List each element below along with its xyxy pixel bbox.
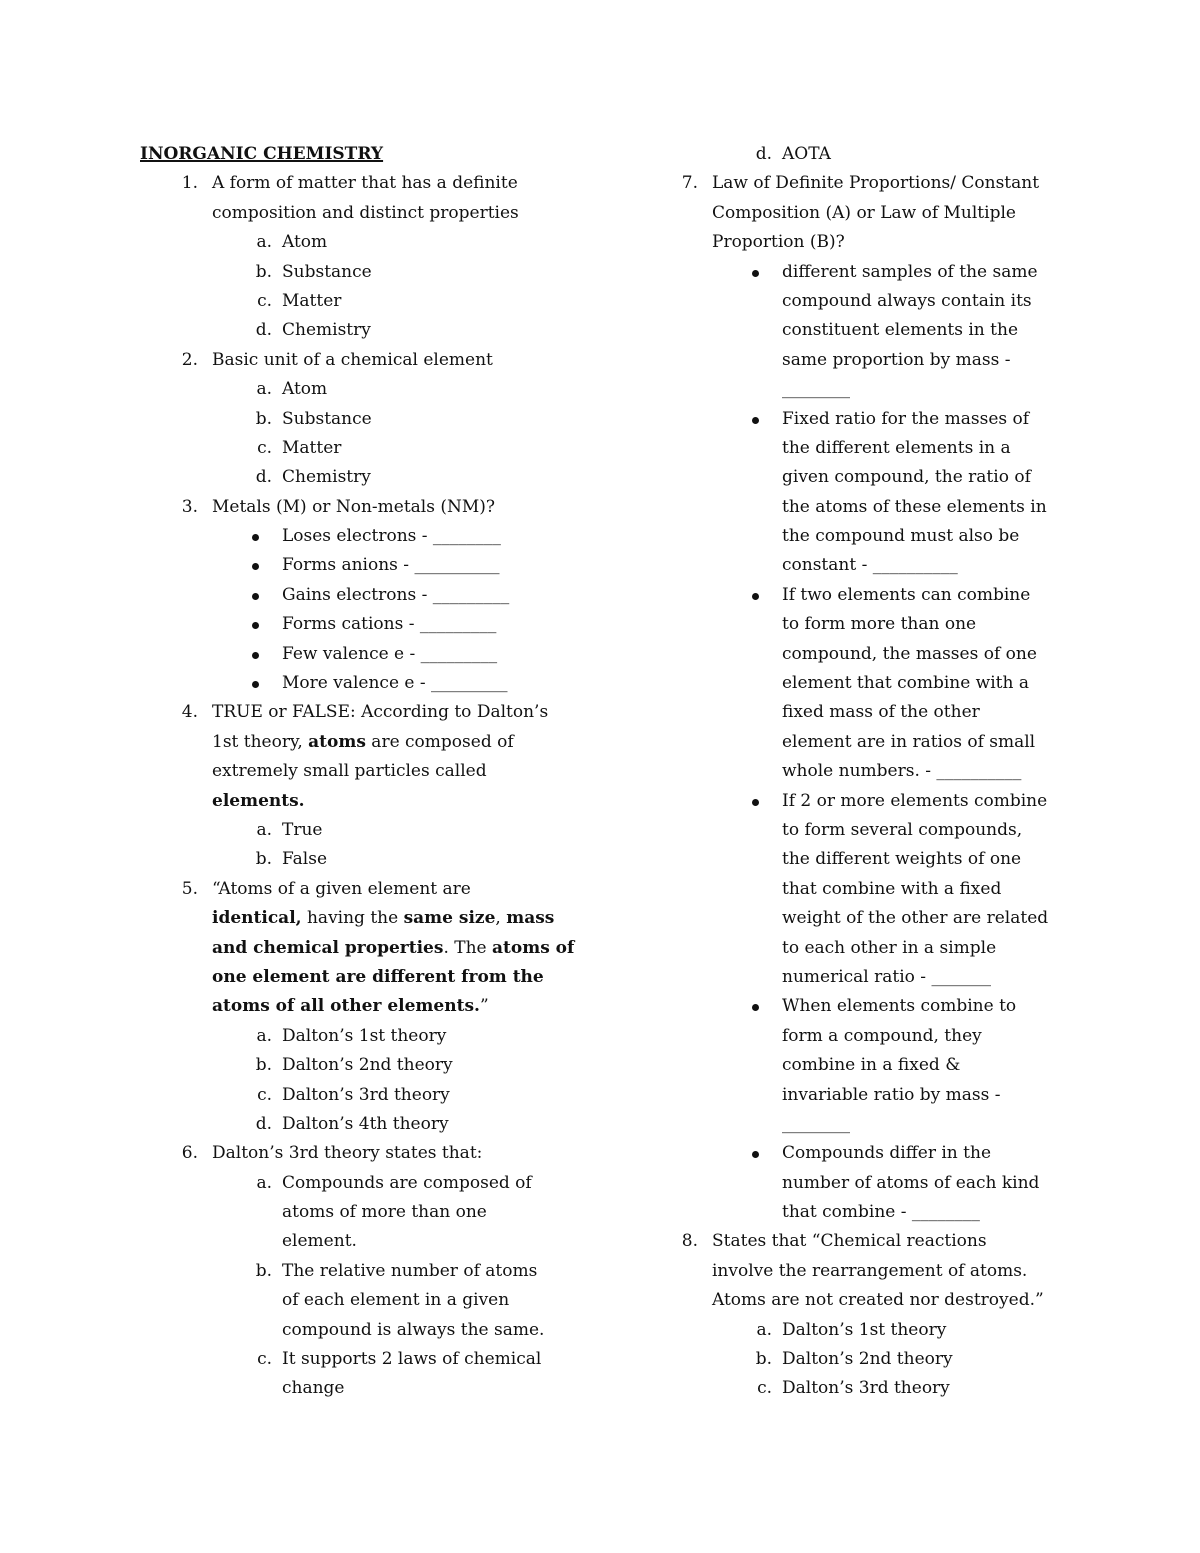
bullet-icon: [252, 563, 259, 570]
question-text: Atoms are not created nor destroyed.”: [712, 1290, 1044, 1311]
option-text: Chemistry: [282, 320, 371, 341]
bullet-text: Forms cations - _________: [282, 614, 497, 635]
question-8: [640, 1227, 1080, 1403]
option-marker: a.: [256, 819, 272, 840]
bullet-text: compound always contain its: [782, 290, 1032, 311]
option-c: [140, 434, 580, 463]
question-text: Metals (M) or Non-metals (NM)?: [212, 496, 496, 517]
option-marker: d.: [255, 320, 272, 341]
bullet-item: [640, 581, 1080, 787]
option-text: Dalton’s 4th theory: [282, 1113, 449, 1134]
bullet-text: whole numbers. - __________: [782, 761, 1022, 782]
bullet-item: [640, 258, 1080, 405]
option-marker: c.: [257, 437, 272, 458]
bullet-text: the atoms of these elements in: [782, 496, 1047, 517]
bullet-item: [640, 787, 1080, 993]
option-marker: d.: [255, 467, 272, 488]
option-b: [140, 1051, 580, 1080]
question-text: extremely small particles called: [212, 761, 487, 782]
left-column: [140, 140, 580, 1404]
bullet-text: to form more than one: [782, 614, 977, 635]
option-a: [140, 375, 580, 404]
page-heading-line: [140, 140, 580, 169]
emphasis-text: and chemical properties: [212, 937, 444, 958]
emphasis-text: same size: [403, 908, 496, 929]
option-text: Substance: [282, 261, 372, 282]
option-marker: a.: [756, 1319, 772, 1340]
option-b: [140, 1257, 580, 1286]
option-marker: b.: [255, 849, 272, 870]
option-text: AOTA: [782, 144, 831, 164]
text-run: are composed of: [365, 731, 514, 752]
question-text: Composition (A) or Law of Multiple: [712, 202, 1016, 223]
question-text: involve the rearrangement of atoms.: [712, 1260, 1028, 1281]
question-text: “Atoms of a given element are: [212, 878, 471, 899]
bullet-text: constant - __________: [782, 555, 958, 576]
bullet-text: number of atoms of each kind: [782, 1172, 1040, 1193]
bullet-text: that combine - ________: [782, 1202, 980, 1223]
bullet-text: form a compound, they: [782, 1025, 982, 1046]
bullet-text: the different weights of one: [782, 849, 1022, 870]
bullet-item: [140, 669, 580, 698]
emphasis-text: atoms: [308, 731, 366, 752]
answer-blank: ________: [782, 379, 850, 400]
question-4: [140, 698, 580, 874]
option-text: compound is always the same.: [282, 1319, 545, 1340]
bullet-item: [140, 640, 580, 669]
page-heading: INORGANIC CHEMISTRY: [140, 144, 384, 164]
bullet-text: the compound must also be: [782, 526, 1020, 547]
option-c: [640, 1374, 1080, 1403]
option-c: [140, 1081, 580, 1110]
bullet-text: to each other in a simple: [782, 937, 997, 958]
option-d: [140, 463, 580, 492]
bullet-item: [640, 992, 1080, 1139]
option-d: [640, 140, 1080, 169]
text-run: ,: [495, 908, 507, 929]
question-number: 7.: [681, 173, 698, 194]
option-text: Dalton’s 3rd theory: [782, 1378, 950, 1399]
emphasis-text: identical,: [212, 908, 302, 929]
bullet-text: element are in ratios of small: [782, 731, 1036, 752]
question-2: [140, 346, 580, 493]
bullet-icon: [252, 681, 259, 688]
bullet-text: Fixed ratio for the masses of: [782, 408, 1030, 429]
bullet-icon: [752, 1004, 759, 1011]
question-text: [212, 904, 554, 933]
bullet-text: Compounds differ in the: [782, 1143, 992, 1164]
text-run: 1st theory,: [212, 731, 309, 752]
option-text: Dalton’s 2nd theory: [282, 1055, 453, 1076]
bullet-icon: [252, 534, 259, 541]
option-c: [140, 1345, 580, 1374]
bullet-item: [140, 551, 580, 580]
option-text: Matter: [282, 290, 342, 311]
option-text: The relative number of atoms: [282, 1260, 538, 1281]
question-7: [640, 169, 1080, 1227]
bullet-item: [640, 405, 1080, 581]
question-1: [140, 169, 580, 345]
bullet-text: Gains electrons - _________: [282, 584, 510, 605]
option-text: change: [282, 1378, 345, 1399]
bullet-icon: [752, 593, 759, 600]
bullet-text: Forms anions - __________: [282, 555, 500, 576]
question-text: composition and distinct properties: [212, 202, 519, 223]
option-a: [640, 1316, 1080, 1345]
option-text: Dalton’s 1st theory: [282, 1025, 447, 1046]
emphasis-text: atoms of: [492, 937, 575, 958]
option-b: [640, 1345, 1080, 1374]
bullet-item: [140, 522, 580, 551]
bullet-text: numerical ratio - _______: [782, 966, 991, 987]
option-marker: c.: [257, 290, 272, 311]
option-text: Substance: [282, 408, 372, 429]
option-text: Chemistry: [282, 467, 371, 488]
option-text: Atom: [282, 379, 328, 400]
bullet-text: constituent elements in the: [782, 320, 1018, 341]
option-marker: b.: [255, 1055, 272, 1076]
option-b: [140, 845, 580, 874]
option-marker: a.: [256, 232, 272, 253]
option-text: Dalton’s 2nd theory: [782, 1349, 953, 1370]
question-3: [140, 493, 580, 699]
bullet-icon: [252, 593, 259, 600]
option-marker: c.: [257, 1084, 272, 1105]
question-6: [140, 1139, 580, 1404]
bullet-icon: [752, 799, 759, 806]
option-b: [140, 258, 580, 287]
question-text: Basic unit of a chemical element: [212, 349, 493, 370]
question-number: 2.: [181, 349, 198, 370]
option-c: [140, 287, 580, 316]
emphasis-text: mass: [506, 908, 555, 929]
text-run: . The: [443, 937, 492, 958]
option-text: Matter: [282, 437, 342, 458]
option-marker: b.: [255, 408, 272, 429]
option-marker: b.: [255, 261, 272, 282]
option-d: [140, 1110, 580, 1139]
bullet-text: If 2 or more elements combine: [782, 790, 1048, 811]
bullet-text: to form several compounds,: [782, 819, 1023, 840]
bullet-text: given compound, the ratio of: [782, 467, 1031, 488]
question-number: 1.: [181, 173, 198, 194]
question-text: States that “Chemical reactions: [712, 1231, 987, 1252]
question-number: 4.: [181, 702, 198, 723]
question-number: 6.: [181, 1143, 198, 1164]
bullet-item: [140, 581, 580, 610]
option-a: [140, 1022, 580, 1051]
bullet-text: fixed mass of the other: [782, 702, 980, 723]
option-marker: c.: [757, 1378, 772, 1399]
option-marker: b.: [255, 1260, 272, 1281]
emphasis-text: elements.: [212, 790, 305, 811]
option-marker: a.: [256, 379, 272, 400]
question-text: Dalton’s 3rd theory states that:: [212, 1143, 483, 1164]
question-number: 3.: [181, 496, 198, 517]
bullet-text: If two elements can combine: [782, 584, 1031, 605]
bullet-text: invariable ratio by mass -: [782, 1084, 1001, 1105]
emphasis-text: one element are different from the: [212, 966, 544, 987]
bullet-item: [640, 1139, 1080, 1227]
option-d: [140, 316, 580, 345]
option-marker: d.: [755, 144, 772, 164]
bullet-icon: [752, 1151, 759, 1158]
text-run: ”: [479, 996, 489, 1017]
question-text: A form of matter that has a definite: [212, 173, 518, 194]
answer-blank: ________: [782, 1113, 850, 1134]
option-marker: d.: [255, 1113, 272, 1134]
option-marker: b.: [755, 1349, 772, 1370]
option-b: [140, 405, 580, 434]
option-marker: c.: [257, 1349, 272, 1370]
option-text: of each element in a given: [282, 1290, 510, 1311]
right-column: [640, 140, 1080, 1404]
option-text: atoms of more than one: [282, 1202, 487, 1223]
question-text: [212, 992, 489, 1021]
question-number: 5.: [181, 878, 198, 899]
question-5: [140, 875, 580, 1140]
option-marker: a.: [256, 1172, 272, 1193]
option-text: True: [282, 819, 323, 840]
option-text: Compounds are composed of: [282, 1172, 532, 1193]
option-text: Dalton’s 1st theory: [782, 1319, 947, 1340]
bullet-text: Few valence e - _________: [282, 643, 498, 664]
question-text: TRUE or FALSE: According to Dalton’s: [212, 702, 549, 723]
question-text: [212, 934, 574, 963]
bullet-text: same proportion by mass -: [782, 349, 1011, 370]
bullet-text: different samples of the same: [782, 261, 1038, 282]
question-number: 8.: [681, 1231, 698, 1252]
bullet-icon: [752, 270, 759, 277]
text-run: having the: [301, 908, 404, 929]
question-text: Proportion (B)?: [712, 232, 845, 253]
option-text: Dalton’s 3rd theory: [282, 1084, 450, 1105]
option-marker: a.: [256, 1025, 272, 1046]
bullet-icon: [252, 652, 259, 659]
bullet-text: element that combine with a: [782, 673, 1029, 694]
question-text: [212, 728, 514, 757]
bullet-text: combine in a fixed &: [782, 1055, 961, 1076]
bullet-text: weight of the other are related: [782, 908, 1049, 929]
bullet-text: compound, the masses of one: [782, 643, 1037, 664]
emphasis-text: atoms of all other elements.: [212, 996, 480, 1017]
bullet-text: Loses electrons - ________: [282, 526, 501, 547]
option-a: [140, 1169, 580, 1198]
bullet-icon: [752, 417, 759, 424]
question-text: Law of Definite Proportions/ Constant: [712, 173, 1040, 194]
bullet-item: [140, 610, 580, 639]
option-text: It supports 2 laws of chemical: [282, 1349, 542, 1370]
bullet-text: that combine with a fixed: [782, 878, 1002, 899]
bullet-text: More valence e - _________: [282, 673, 508, 694]
option-text: False: [282, 849, 327, 870]
bullet-text: the different elements in a: [782, 437, 1011, 458]
option-text: element.: [282, 1231, 357, 1252]
bullet-text: When elements combine to: [782, 996, 1017, 1017]
option-text: Atom: [282, 232, 328, 253]
option-a: [140, 816, 580, 845]
bullet-icon: [252, 622, 259, 629]
option-a: [140, 228, 580, 257]
